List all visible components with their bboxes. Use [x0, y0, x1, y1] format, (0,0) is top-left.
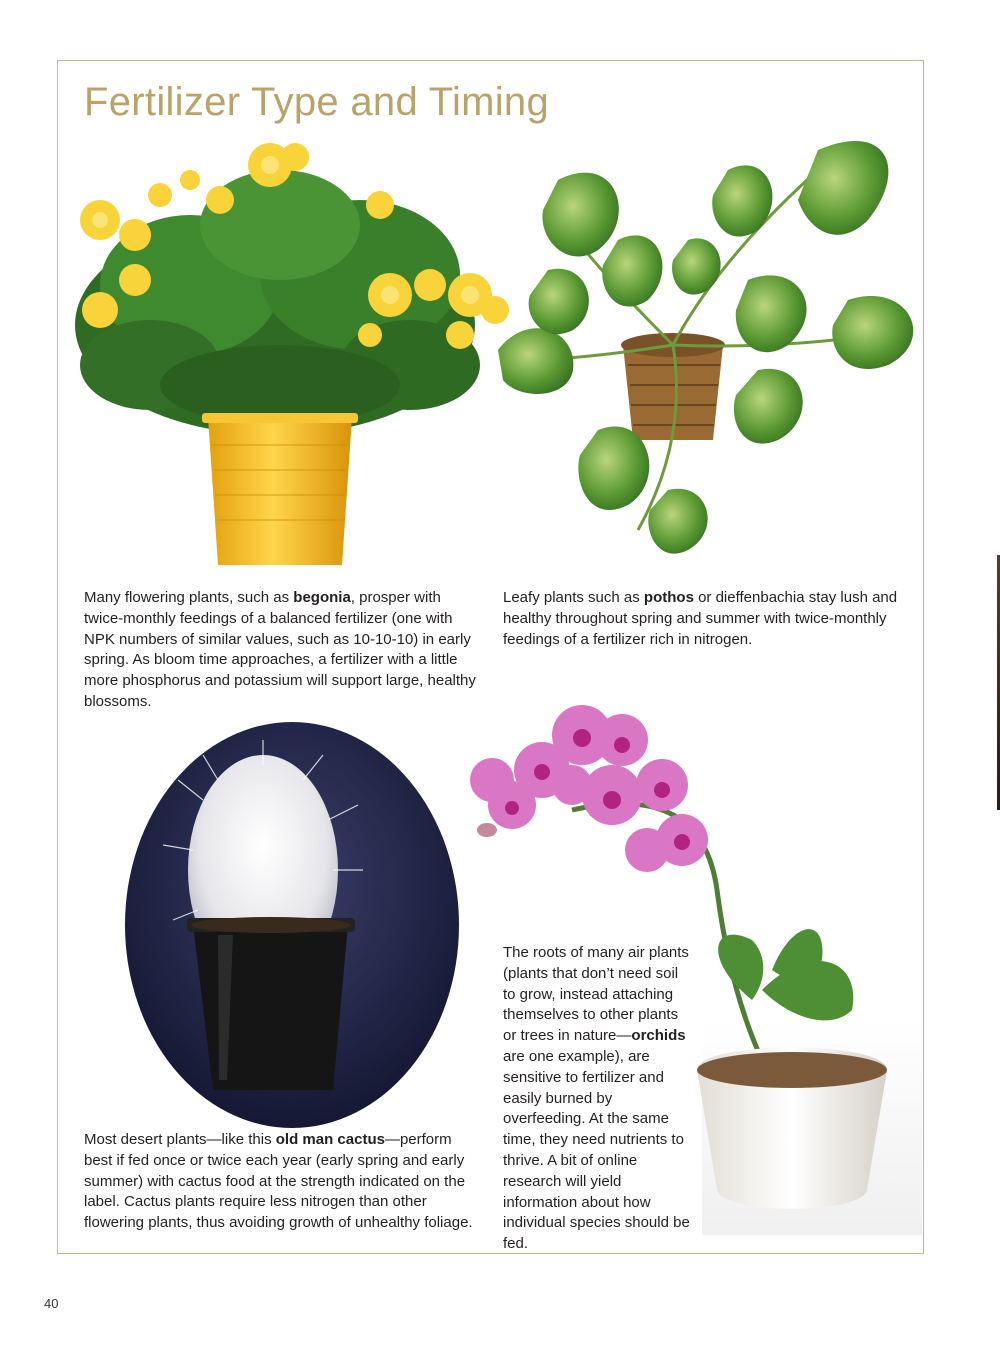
begonia-text-start: Many flowering plants, such as — [84, 589, 294, 606]
cactus-image — [123, 720, 461, 1130]
cactus-paragraph — [84, 1130, 474, 1234]
cactus-term: old man cactus — [275, 1131, 385, 1148]
page-number: 40 — [44, 1296, 59, 1311]
pothos-term: pothos — [643, 589, 694, 606]
orchid-text-end: are one example), are sensitive to fertilizer and easily burned by overfeeding. At the same time, they need nutrients to thrive. A bit of online research will yield information about how individual species should be fed. — [503, 1047, 690, 1253]
begonia-text-end: , prosper with twice-monthly feedings of a balanced fertilizer (one with NPK numbers of similar values, such as 10-10-10) in early spring. As bloom time approaches, a fertilizer with a little more phosphorus and potassium will support large, healthy blossoms. — [84, 589, 476, 710]
pothos-paragraph — [503, 588, 905, 650]
begonia-paragraph — [84, 588, 484, 713]
page-title: Fertilizer Type and Timing — [84, 80, 550, 124]
pothos-image — [488, 110, 938, 560]
orchid-term: orchids — [631, 1027, 686, 1045]
cactus-text-start: Most desert plants—like this — [84, 1131, 276, 1148]
pothos-text-end: or dieffenbachia stay lush and healthy throughout spring and summer with twice-monthly feedings of a fertilizer rich in nitrogen. — [503, 589, 898, 648]
orchid-paragraph — [503, 943, 693, 1255]
begonia-term: begonia — [293, 589, 351, 606]
begonia-image — [40, 135, 510, 575]
pothos-text-start: Leafy plants such as — [503, 589, 644, 606]
cactus-text-end: —perform best if fed once or twice each year (early spring and early summer) with cactus food at the strength indicated on the label. Cactus plants require less nitrogen than other flowering plants, thus avoiding growth of unhealthy foliage. — [84, 1131, 473, 1232]
orchid-text-start: The roots of many air plants (plants that don’t need soil to grow, instead attaching themselves to other plants or trees in nature— — [503, 944, 689, 1045]
